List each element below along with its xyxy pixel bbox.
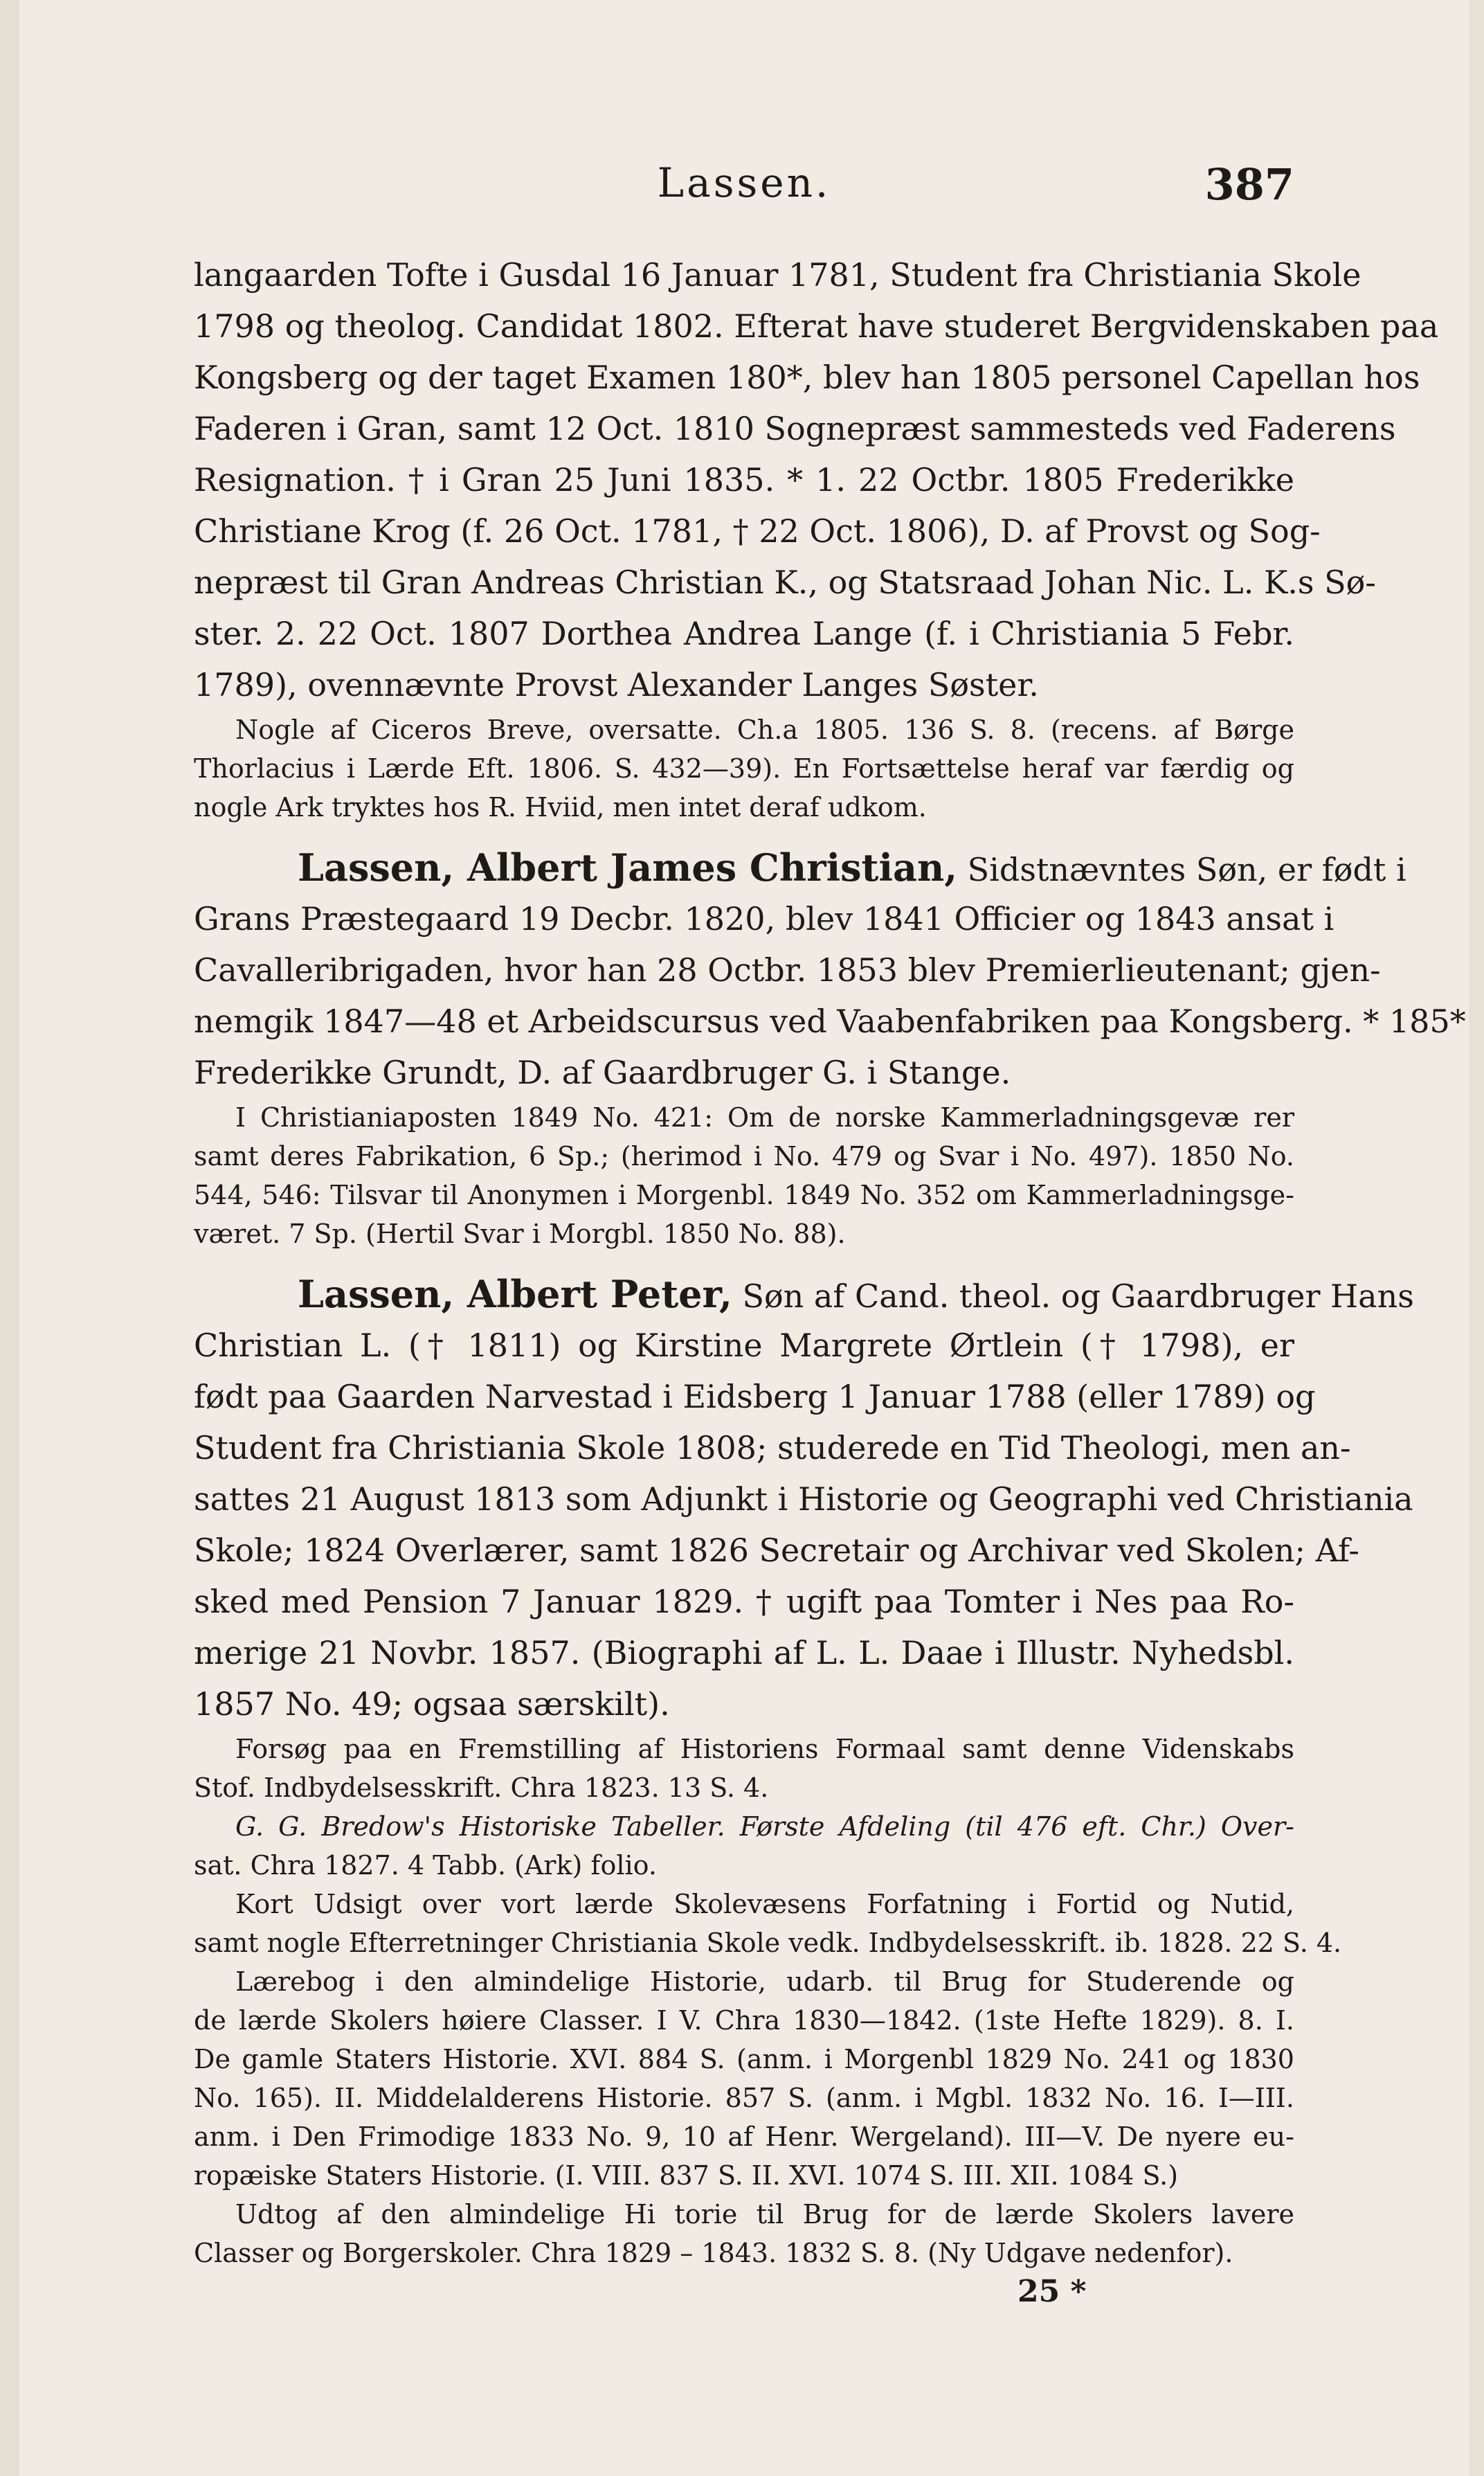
text-line: Kort Udsigt over vort lærde Skolevæsens Forfatning i Fortid og Nutid, bbox=[235, 1889, 1294, 1919]
text-line: 1789), ovennævnte Provst Alexander Langes Søster. bbox=[194, 666, 1039, 703]
text-line: Student fra Christiania Skole 1808; studerede en Tid Theologi, men an- bbox=[194, 1429, 1351, 1466]
entry-albert-peter bbox=[194, 1268, 1414, 1730]
text-line: Stof. Indbydelsesskrift. Chra 1823. 13 S. 4. bbox=[194, 1773, 769, 1803]
text-line: de lærde Skolers høiere Classer. I V. Chra 1830—1842. (1ste Hefte 1829). 8. I. bbox=[194, 2005, 1294, 2036]
entry-heading: Lassen, Albert Peter, bbox=[298, 1272, 732, 1316]
text-line: Christian L. († 1811) og Kirstine Margrete Ørtlein († 1798), er bbox=[194, 1327, 1294, 1364]
text-line: været. 7 Sp. (Hertil Svar i Morgbl. 1850 No. 88). bbox=[194, 1219, 846, 1249]
entry-heading: Lassen, Albert James Christian, bbox=[298, 845, 958, 890]
text-line: 1857 No. 49; ogsaa særskilt). bbox=[194, 1685, 670, 1723]
text-line: nepræst til Gran Andreas Christian K., og Statsraad Johan Nic. L. K.s Sø- bbox=[194, 564, 1376, 601]
text-line: Kongsberg og der taget Examen 180*, blev han 1805 personel Capellan hos bbox=[194, 359, 1420, 396]
text-line: I Christianiaposten 1849 No. 421: Om de norske Kammerladningsgevæ rer bbox=[235, 1102, 1294, 1133]
text-line: 544, 546: Tilsvar til Anonymen i Morgenbl. 1849 No. 352 om Kammerladningsge- bbox=[194, 1180, 1294, 1210]
text-line: anm. i Den Frimodige 1833 No. 9, 10 af Henr. Wergeland). III—V. De nyere eu- bbox=[194, 2121, 1294, 2152]
text-line: De gamle Staters Historie. XVI. 884 S. (anm. i Morgenbl 1829 No. 241 og 1830 bbox=[194, 2044, 1294, 2074]
entry-first-line bbox=[194, 1268, 1414, 1320]
text-line: Udtog af den almindelige Hi torie til Brug for de lærde Skolers lavere bbox=[235, 2199, 1294, 2230]
entry-albert-james-christian bbox=[194, 842, 1466, 1098]
text-line: Thorlacius i Lærde Eft. 1806. S. 432—39). En Fortsættelse heraf var færdig og bbox=[194, 753, 1294, 784]
text-line: født paa Gaarden Narvestad i Eidsberg 1 Januar 1788 (eller 1789) og bbox=[194, 1378, 1316, 1415]
text-line: Resignation. † i Gran 25 Juni 1835. * 1. 22 Octbr. 1805 Frederikke bbox=[194, 461, 1294, 499]
text-line: G. G. Bredow's Historiske Tabeller. Første Afdeling (til 476 eft. Chr.) Over- bbox=[235, 1811, 1294, 1842]
bibliography-note bbox=[194, 1098, 1294, 1253]
text-line: Forsøg paa en Fremstilling af Historiens Formaal samt denne Videnskabs bbox=[235, 1734, 1294, 1764]
text-line: sat. Chra 1827. 4 Tabb. (Ark) folio. bbox=[194, 1850, 657, 1881]
text-line: ropæiske Staters Historie. (I. VIII. 837 S. II. XVI. 1074 S. III. XII. 1084 S.) bbox=[194, 2160, 1179, 2191]
text-line: langaarden Tofte i Gusdal 16 Januar 1781, Student fra Christiania Skole bbox=[194, 256, 1361, 294]
text-line: samt nogle Efterretninger Christiania Skole vedk. Indbydelsesskrift. ib. 1828. 22 S. 4. bbox=[194, 1928, 1342, 1958]
bibliography-note bbox=[194, 710, 1294, 827]
running-header bbox=[194, 159, 1294, 222]
signature-mark: 25 * bbox=[1017, 2274, 1087, 2309]
text-line: nemgik 1847—48 et Arbeidscursus ved Vaabenfabriken paa Kongsberg. * 185* bbox=[194, 1003, 1466, 1040]
text-line: nogle Ark tryktes hos R. Hviid, men intet deraf udkom. bbox=[194, 792, 927, 823]
text-line: Grans Præstegaard 19 Decbr. 1820, blev 1841 Officier og 1843 ansat i bbox=[194, 900, 1334, 938]
page-body bbox=[194, 249, 1466, 2272]
text-line: Skole; 1824 Overlærer, samt 1826 Secretair og Archivar ved Skolen; Af- bbox=[194, 1532, 1359, 1569]
text-line: sked med Pension 7 Januar 1829. † ugift paa Tomter i Nes paa Ro- bbox=[194, 1583, 1294, 1620]
entry-first-line bbox=[194, 842, 1406, 893]
text-line: Frederikke Grundt, D. af Gaardbruger G. i Stange. bbox=[194, 1054, 1011, 1091]
text-line: merige 21 Novbr. 1857. (Biographi af L. L. Daae i Illustr. Nyhedsbl. bbox=[194, 1634, 1294, 1671]
text-line: sattes 21 August 1813 som Adjunkt i Historie og Geographi ved Christiania bbox=[194, 1480, 1413, 1518]
text-line: Christiane Krog (f. 26 Oct. 1781, † 22 Oct. 1806), D. af Provst og Sog- bbox=[194, 512, 1321, 550]
text-line: ster. 2. 22 Oct. 1807 Dorthea Andrea Lange (f. i Christiania 5 Febr. bbox=[194, 615, 1294, 652]
page-number: 387 bbox=[1204, 159, 1294, 210]
text-line: Cavalleribrigaden, hvor han 28 Octbr. 1853 blev Premierlieutenant; gjen- bbox=[194, 951, 1381, 989]
text-line: 1798 og theolog. Candidat 1802. Efterat have studeret Bergvidenskaben paa bbox=[194, 307, 1439, 345]
text-line: samt deres Fabrikation, 6 Sp.; (herimod i No. 479 og Svar i No. 497). 1850 No. bbox=[194, 1141, 1294, 1172]
text-line: Classer og Borgerskoler. Chra 1829 – 1843. 1832 S. 8. (Ny Udgave nedenfor). bbox=[194, 2238, 1233, 2268]
text-line: Nogle af Ciceros Breve, oversatte. Ch.a 1805. 136 S. 8. (recens. af Børge bbox=[235, 715, 1294, 745]
entry-continuation bbox=[194, 249, 1439, 710]
text-fragment: Sidstnævntes Søn, er født i bbox=[967, 851, 1406, 888]
text-fragment: Søn af Cand. theol. og Gaardbruger Hans bbox=[742, 1277, 1414, 1315]
text-line: Lærebog i den almindelige Historie, udarb. til Brug for Studerende og bbox=[235, 1966, 1294, 1997]
text-line: Faderen i Gran, samt 12 Oct. 1810 Sognepræst sammesteds ved Faderens bbox=[194, 410, 1396, 447]
text-line: No. 165). II. Middelalderens Historie. 857 S. (anm. i Mgbl. 1832 No. 16. I—III. bbox=[194, 2083, 1294, 2113]
running-title: Lassen. bbox=[657, 159, 831, 206]
bibliography-note bbox=[194, 1730, 1342, 2272]
